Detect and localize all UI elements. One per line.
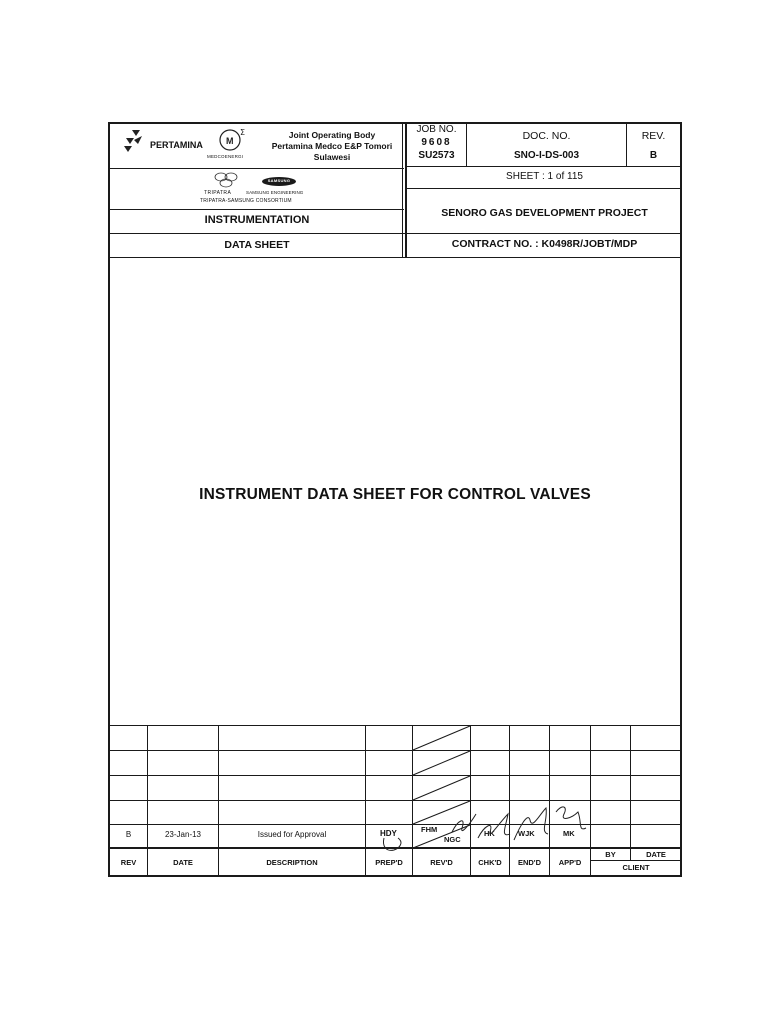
col-header-by: BY xyxy=(605,850,616,859)
svg-text:M: M xyxy=(226,136,234,146)
consortium-name: TRIPATRA-SAMSUNG CONSORTIUM xyxy=(200,198,292,204)
job-code: SU2573 xyxy=(418,150,455,161)
col-header-client-date: DATE xyxy=(646,850,666,859)
signature-prepd xyxy=(383,838,400,850)
col-header-endd: END'D xyxy=(517,858,542,867)
samsung-logo-text: SAMSUNG xyxy=(267,178,291,183)
doc-no: SNO-I-DS-003 xyxy=(513,150,579,161)
job-no-label: JOB NO. xyxy=(416,124,457,135)
rev-label: REV. xyxy=(641,130,666,142)
signature-chkd xyxy=(478,814,510,838)
consortium-left: TRIPATRA xyxy=(204,190,232,196)
doc-type: DATA SHEET xyxy=(224,239,290,251)
doc-no-label: DOC. NO. xyxy=(522,130,571,142)
discipline: INSTRUMENTATION xyxy=(204,214,310,226)
col-header-rev: REV xyxy=(120,858,137,867)
col-header-date: DATE xyxy=(173,858,193,867)
org-line-2: Pertamina Medco E&P Tomori xyxy=(271,141,393,151)
project-name: SENORO GAS DEVELOPMENT PROJECT xyxy=(441,207,648,219)
sheet-number: SHEET : 1 of 115 xyxy=(506,171,583,182)
signature-revd xyxy=(452,814,476,832)
col-header-client: CLIENT xyxy=(622,863,650,872)
col-header-description: DESCRIPTION xyxy=(266,858,318,867)
signature-appd xyxy=(556,807,586,829)
rev-row-chkd: HK xyxy=(484,829,495,838)
col-header-chkd: CHK'D xyxy=(478,858,502,867)
pertamina-name: PERTAMINA xyxy=(150,140,203,150)
signature-endd xyxy=(514,808,548,840)
col-header-appd: APP'D xyxy=(558,858,582,867)
contract-number: CONTRACT NO. : K0498R/JOBT/MDP xyxy=(451,238,638,250)
rev-row-date: 23-Jan-13 xyxy=(164,830,202,839)
org-line-1: Joint Operating Body xyxy=(288,130,376,140)
col-header-revd: REV'D xyxy=(430,858,453,867)
rev-row-revd-top: FHM xyxy=(421,825,438,834)
document-title: INSTRUMENT DATA SHEET FOR CONTROL VALVES xyxy=(199,486,591,503)
col-header-prepd: PREP'D xyxy=(375,858,403,867)
rev-row-rev: B xyxy=(125,830,132,839)
job-no: 9608 xyxy=(421,137,452,148)
rev-row-appd: MK xyxy=(563,829,575,838)
svg-text:Σ: Σ xyxy=(240,128,246,137)
rev-row-revd-bottom: NGC xyxy=(444,835,461,844)
org-line-3: Sulawesi xyxy=(313,152,351,162)
consortium-right: SAMSUNG ENGINEERING xyxy=(246,190,304,195)
rev-row-description: Issued for Approval xyxy=(257,830,327,839)
rev-value: B xyxy=(649,150,658,161)
rev-row-endd: WJK xyxy=(518,829,535,838)
medco-name: MEDCOENERGI xyxy=(207,154,244,159)
rev-row-prepd: HDY xyxy=(380,829,397,838)
